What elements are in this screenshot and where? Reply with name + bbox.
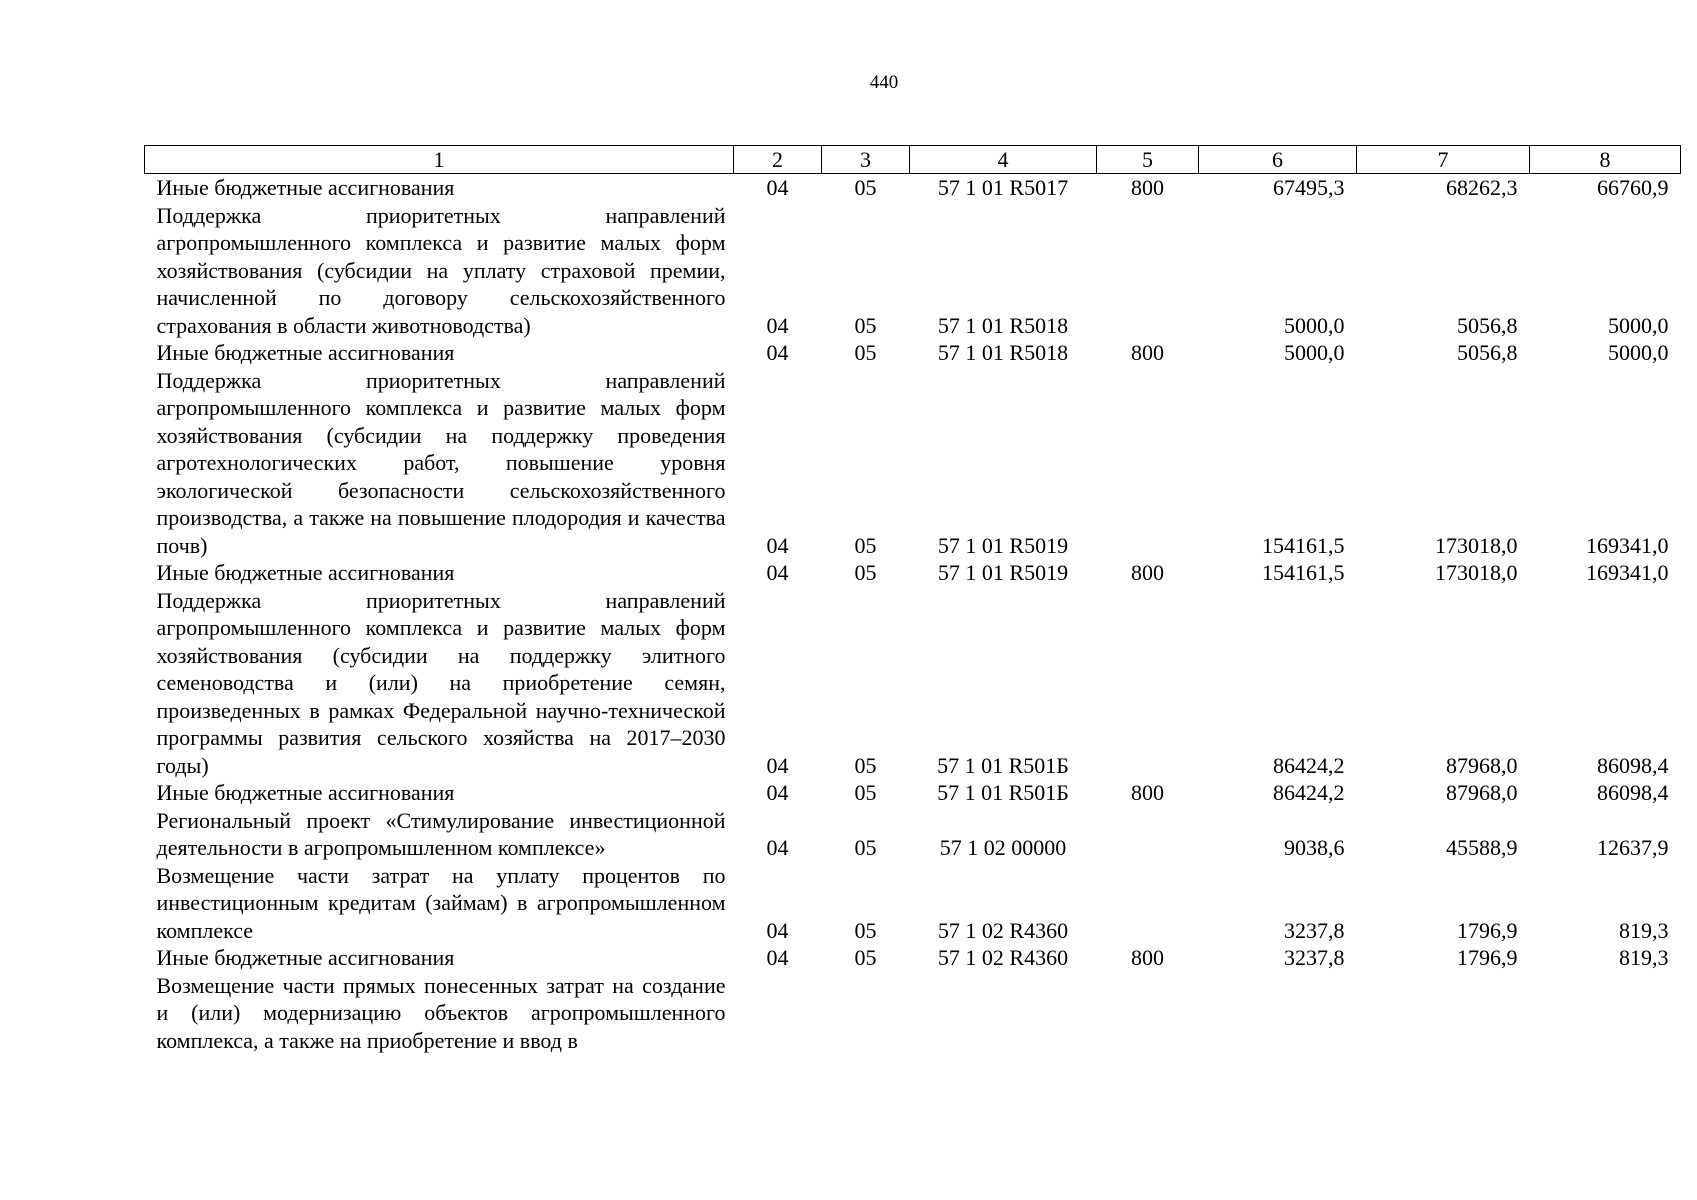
amount-col-7: 1796,9 <box>1457 917 1518 943</box>
section-code: 04 <box>766 312 789 338</box>
amount-col-7: 173018,0 <box>1435 560 1518 585</box>
column-header: 8 <box>1530 146 1681 174</box>
expense-type-code: 800 <box>1131 780 1164 805</box>
target-article-code <box>910 972 1097 1055</box>
section-code <box>734 972 822 1055</box>
page-number: 440 <box>869 72 899 93</box>
row-name: Иные бюджетные ассигнования <box>156 340 455 365</box>
expense-type-code <box>1097 367 1199 560</box>
amount-col-6: 5000,0 <box>1284 340 1345 365</box>
subsection-code: 05 <box>854 175 877 200</box>
target-article-code: 57 1 01 R5018 <box>937 340 1069 365</box>
target-article-code: 57 1 02 R4360 <box>937 945 1069 970</box>
target-article-code: 57 1 02 R4360 <box>937 917 1069 943</box>
row-name: Иные бюджетные ассигнования <box>156 175 455 200</box>
expense-type-code: 800 <box>1131 560 1164 585</box>
amount-col-6 <box>1199 972 1357 1055</box>
section-code: 04 <box>766 780 789 805</box>
section-code: 04 <box>766 532 789 558</box>
amount-col-8: 86098,4 <box>1597 780 1669 805</box>
expense-type-code <box>1097 202 1199 340</box>
amount-col-8: 5000,0 <box>1608 340 1669 365</box>
amount-col-8: 86098,4 <box>1597 752 1669 778</box>
column-header: 5 <box>1097 146 1199 174</box>
amount-col-8: 169341,0 <box>1586 560 1669 585</box>
row-name: Иные бюджетные ассигнования <box>156 945 455 970</box>
amount-col-6: 3237,8 <box>1284 945 1345 970</box>
table-row <box>145 339 1681 367</box>
target-article-code: 57 1 01 R501Б <box>937 752 1069 778</box>
row-name: Иные бюджетные ассигнования <box>156 780 455 805</box>
expense-type-code <box>1097 972 1199 1055</box>
row-name: Поддержка приоритетных направлений агропромышленного комплекса и развитие малых форм хозяйствования (субсидии на поддержку элитного семеноводства и (или) на приобретение семян, произведенных в рамках Федеральной научно-технической программы развития сельского хозяйства на 2017–2030 годы) <box>156 587 726 778</box>
column-header: 6 <box>1199 146 1357 174</box>
section-code: 04 <box>766 945 789 970</box>
expense-type-code: 800 <box>1131 175 1164 200</box>
amount-col-8: 66760,9 <box>1597 175 1669 200</box>
target-article-code: 57 1 02 00000 <box>939 835 1067 860</box>
amount-col-7 <box>1357 972 1530 1055</box>
subsection-code: 05 <box>854 835 877 860</box>
subsection-code <box>822 972 910 1055</box>
amount-col-7: 87968,0 <box>1446 780 1518 805</box>
table-row <box>145 807 1681 862</box>
column-header: 7 <box>1357 146 1530 174</box>
expense-type-code <box>1097 587 1199 780</box>
amount-col-7: 5056,8 <box>1457 312 1518 338</box>
table-row <box>145 862 1681 945</box>
target-article-code: 57 1 01 R5017 <box>937 175 1069 200</box>
table-row <box>145 972 1681 1055</box>
column-header: 1 <box>145 146 734 174</box>
subsection-code: 05 <box>854 945 877 970</box>
table-row <box>145 587 1681 780</box>
target-article-code: 57 1 01 R5019 <box>937 560 1069 585</box>
subsection-code: 05 <box>854 312 877 338</box>
column-header: 4 <box>910 146 1097 174</box>
amount-col-6: 9038,6 <box>1284 835 1345 860</box>
target-article-code: 57 1 01 R5019 <box>937 532 1069 558</box>
amount-col-7: 173018,0 <box>1435 532 1518 558</box>
amount-col-8: 819,3 <box>1619 945 1669 970</box>
target-article-code: 57 1 01 R5018 <box>937 312 1069 338</box>
subsection-code: 05 <box>854 780 877 805</box>
subsection-code: 05 <box>854 340 877 365</box>
amount-col-7: 5056,8 <box>1457 340 1518 365</box>
subsection-code: 05 <box>854 532 877 558</box>
amount-col-6: 154161,5 <box>1262 532 1345 558</box>
amount-col-7: 45588,9 <box>1446 835 1518 860</box>
table-row <box>145 779 1681 807</box>
expense-type-code <box>1097 862 1199 945</box>
table-row <box>145 202 1681 340</box>
row-name: Иные бюджетные ассигнования <box>156 560 455 585</box>
amount-col-7: 1796,9 <box>1457 945 1518 970</box>
amount-col-8: 5000,0 <box>1608 312 1669 338</box>
subsection-code: 05 <box>854 917 877 943</box>
section-code: 04 <box>766 835 789 860</box>
amount-col-8 <box>1530 972 1681 1055</box>
amount-col-6: 86424,2 <box>1273 752 1345 778</box>
section-code: 04 <box>766 560 789 585</box>
amount-col-8: 169341,0 <box>1586 532 1669 558</box>
expense-type-code: 800 <box>1131 340 1164 365</box>
amount-col-6: 86424,2 <box>1273 780 1345 805</box>
amount-col-6: 154161,5 <box>1262 560 1345 585</box>
target-article-code: 57 1 01 R501Б <box>937 780 1069 805</box>
table-row <box>145 559 1681 587</box>
amount-col-6: 67495,3 <box>1273 175 1345 200</box>
column-header: 2 <box>734 146 822 174</box>
budget-table <box>144 145 1681 1054</box>
amount-col-8: 819,3 <box>1619 917 1669 943</box>
subsection-code: 05 <box>854 560 877 585</box>
table-row <box>145 367 1681 560</box>
row-name: Поддержка приоритетных направлений агропромышленного комплекса и развитие малых форм хозяйствования (субсидии на уплату страховой премии, начисленной по договору сельскохозяйственного страхования в области животноводства) <box>156 202 726 338</box>
row-name: Возмещение части затрат на уплату процентов по инвестиционным кредитам (займам) в агропромышленном комплексе <box>156 862 726 943</box>
expense-type-code <box>1097 807 1199 862</box>
section-code: 04 <box>766 917 789 943</box>
section-code: 04 <box>766 752 789 778</box>
row-name: Возмещение части прямых понесенных затрат на создание и (или) модернизацию объектов агропромышленного комплекса, а также на приобретение и ввод в <box>156 972 726 1053</box>
amount-col-6: 5000,0 <box>1284 312 1345 338</box>
section-code: 04 <box>766 340 789 365</box>
row-name: Поддержка приоритетных направлений агропромышленного комплекса и развитие малых форм хозяйствования (субсидии на поддержку проведения агротехнологических работ, повышение уровня экологической безопасности сельскохозяйственного производства, а также на повышение плодородия и качества почв) <box>156 367 726 558</box>
table-row <box>145 944 1681 972</box>
expense-type-code: 800 <box>1131 945 1164 970</box>
header-row <box>145 146 1681 174</box>
column-header: 3 <box>822 146 910 174</box>
amount-col-6: 3237,8 <box>1284 917 1345 943</box>
amount-col-7: 68262,3 <box>1446 175 1518 200</box>
table-row <box>145 174 1681 202</box>
amount-col-8: 12637,9 <box>1597 835 1669 860</box>
section-code: 04 <box>766 175 789 200</box>
subsection-code: 05 <box>854 752 877 778</box>
amount-col-7: 87968,0 <box>1446 752 1518 778</box>
row-name: Региональный проект «Стимулирование инвестиционной деятельности в агропромышленном комплексе» <box>156 807 726 860</box>
